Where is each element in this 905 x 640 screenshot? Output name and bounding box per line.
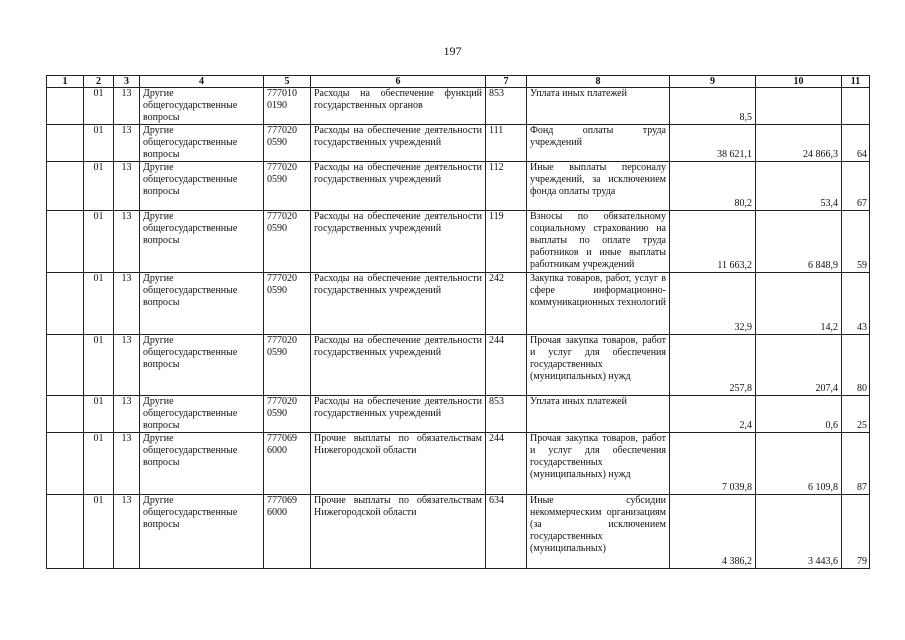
cell-subsection: 13 [114,495,140,569]
column-header-11: 11 [842,76,870,88]
cell-row-number [47,211,84,273]
cell-executed: 6 109,8 [756,433,842,495]
cell-target-code: 777069 6000 [264,433,311,495]
cell-expense-name: Фонд оплаты труда учреждений [527,125,670,162]
cell-executed [756,88,842,125]
cell-target-code: 777020 0590 [264,162,311,211]
cell-section: 01 [84,335,114,396]
cell-section: 01 [84,162,114,211]
table-row [47,273,870,335]
header-row [47,76,870,88]
cell-subsection: 13 [114,125,140,162]
cell-target-name: Расходы на обеспечение деятельности государственных учреждений [311,162,486,211]
cell-row-number [47,88,84,125]
cell-target-code: 777069 6000 [264,495,311,569]
cell-section: 01 [84,125,114,162]
cell-target-name: Расходы на обеспечение деятельности государственных учреждений [311,396,486,433]
cell-target-name: Расходы на обеспечение деятельности государственных учреждений [311,335,486,396]
cell-percent: 64 [842,125,870,162]
column-header-1: 1 [47,76,84,88]
cell-section: 01 [84,396,114,433]
cell-expense-code: 634 [486,495,527,569]
cell-expense-code: 111 [486,125,527,162]
cell-subsection: 13 [114,162,140,211]
cell-executed: 3 443,6 [756,495,842,569]
cell-row-number [47,433,84,495]
table-row [47,162,870,211]
cell-percent: 79 [842,495,870,569]
cell-expense-code: 244 [486,335,527,396]
cell-target-code: 777020 0590 [264,396,311,433]
table-row [47,211,870,273]
cell-executed: 53,4 [756,162,842,211]
cell-subsection: 13 [114,88,140,125]
cell-section: 01 [84,88,114,125]
cell-percent: 25 [842,396,870,433]
cell-planned: 8,5 [670,88,756,125]
column-header-9: 9 [670,76,756,88]
cell-target-code: 777010 0190 [264,88,311,125]
cell-expense-code: 853 [486,88,527,125]
cell-planned: 11 663,2 [670,211,756,273]
cell-expense-code: 244 [486,433,527,495]
column-header-6: 6 [311,76,486,88]
cell-subsection: 13 [114,335,140,396]
cell-section-name: Другие общегосударственные вопросы [140,335,264,396]
cell-subsection: 13 [114,211,140,273]
cell-section-name: Другие общегосударственные вопросы [140,495,264,569]
cell-section-name: Другие общегосударственные вопросы [140,88,264,125]
cell-row-number [47,396,84,433]
cell-percent [842,88,870,125]
cell-expense-code: 242 [486,273,527,335]
cell-planned: 4 386,2 [670,495,756,569]
cell-row-number [47,273,84,335]
cell-section-name: Другие общегосударственные вопросы [140,125,264,162]
cell-planned: 32,9 [670,273,756,335]
cell-section-name: Другие общегосударственные вопросы [140,273,264,335]
column-header-10: 10 [756,76,842,88]
budget-table [46,75,870,569]
column-header-8: 8 [527,76,670,88]
cell-expense-code: 112 [486,162,527,211]
cell-subsection: 13 [114,396,140,433]
cell-expense-name: Иные выплаты персоналу учреждений, за исключением фонда оплаты труда [527,162,670,211]
cell-target-code: 777020 0590 [264,125,311,162]
cell-expense-code: 119 [486,211,527,273]
cell-expense-name: Уплата иных платежей [527,88,670,125]
cell-planned: 2,4 [670,396,756,433]
table-row [47,335,870,396]
cell-section: 01 [84,211,114,273]
cell-executed: 6 848,9 [756,211,842,273]
cell-expense-name: Закупка товаров, работ, услуг в сфере информационно-коммуникационных технологий [527,273,670,335]
cell-target-name: Расходы на обеспечение деятельности государственных учреждений [311,273,486,335]
cell-section: 01 [84,433,114,495]
cell-percent: 59 [842,211,870,273]
cell-executed: 0,6 [756,396,842,433]
cell-row-number [47,125,84,162]
cell-section: 01 [84,273,114,335]
cell-target-code: 777020 0590 [264,211,311,273]
column-header-7: 7 [486,76,527,88]
cell-target-name: Прочие выплаты по обязательствам Нижегородской области [311,433,486,495]
cell-expense-name: Взносы по обязательному социальному страхованию на выплаты по оплате труда работников и иные выплаты работникам учреждений [527,211,670,273]
cell-expense-name: Уплата иных платежей [527,396,670,433]
table-row [47,88,870,125]
cell-section-name: Другие общегосударственные вопросы [140,396,264,433]
column-header-4: 4 [140,76,264,88]
cell-target-name: Прочие выплаты по обязательствам Нижегородской области [311,495,486,569]
cell-section-name: Другие общегосударственные вопросы [140,433,264,495]
cell-expense-name: Прочая закупка товаров, работ и услуг для обеспечения государственных (муниципальных) нужд [527,433,670,495]
cell-percent: 67 [842,162,870,211]
cell-executed: 207,4 [756,335,842,396]
cell-target-name: Расходы на обеспечение функций государственных органов [311,88,486,125]
column-header-2: 2 [84,76,114,88]
cell-row-number [47,162,84,211]
cell-section-name: Другие общегосударственные вопросы [140,211,264,273]
cell-expense-name: Прочая закупка товаров, работ и услуг для обеспечения государственных (муниципальных) нужд [527,335,670,396]
cell-planned: 257,8 [670,335,756,396]
cell-row-number [47,335,84,396]
cell-target-name: Расходы на обеспечение деятельности государственных учреждений [311,125,486,162]
cell-planned: 38 621,1 [670,125,756,162]
table-row [47,125,870,162]
table-row [47,495,870,569]
cell-percent: 43 [842,273,870,335]
cell-executed: 24 866,3 [756,125,842,162]
cell-row-number [47,495,84,569]
cell-target-code: 777020 0590 [264,273,311,335]
cell-expense-code: 853 [486,396,527,433]
cell-percent: 87 [842,433,870,495]
cell-section-name: Другие общегосударственные вопросы [140,162,264,211]
cell-expense-name: Иные субсидии некоммерческим организациям (за исключением государственных (муниципальных) [527,495,670,569]
cell-section: 01 [84,495,114,569]
cell-planned: 7 039,8 [670,433,756,495]
cell-planned: 80,2 [670,162,756,211]
column-header-5: 5 [264,76,311,88]
page-number: 197 [443,44,462,58]
table-row [47,433,870,495]
cell-target-name: Расходы на обеспечение деятельности государственных учреждений [311,211,486,273]
cell-percent: 80 [842,335,870,396]
table-row [47,396,870,433]
cell-subsection: 13 [114,273,140,335]
cell-executed: 14,2 [756,273,842,335]
column-header-3: 3 [114,76,140,88]
cell-subsection: 13 [114,433,140,495]
cell-target-code: 777020 0590 [264,335,311,396]
